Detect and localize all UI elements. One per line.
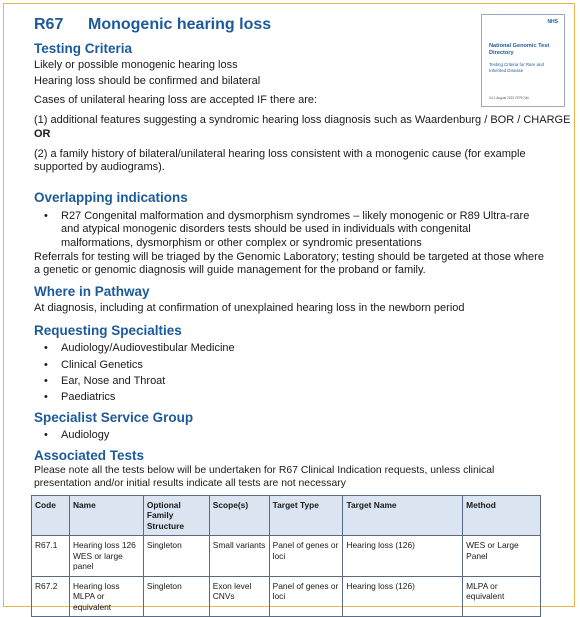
pathway-heading: Where in Pathway [34, 283, 150, 299]
table-cell: Panel of genes or loci [269, 536, 343, 577]
page-title [34, 14, 574, 40]
list-item: • Paediatrics [34, 389, 574, 405]
associated-tests-table [31, 495, 541, 617]
column-header: Optional Family Structure [143, 495, 209, 536]
criteria-line-1: Likely or possible monogenic hearing loss [34, 59, 238, 71]
table-cell: WES or Large Panel [463, 536, 541, 577]
criteria-item-1: (1) additional features suggesting a syndromic hearing loss diagnosis such as Waardenburg / BOR / CHARGE OR [34, 114, 571, 140]
column-header: Target Name [343, 495, 463, 536]
table-row [32, 576, 541, 617]
specialties-list [34, 340, 574, 405]
associated-tests-heading: Associated Tests [34, 447, 145, 463]
table-cell: Small variants [209, 536, 269, 577]
cover-subtitle: Testing Criteria for Rare and Inherited Disease [489, 62, 544, 73]
table-cell: Hearing loss 126 WES or large panel [69, 536, 143, 577]
table-cell: Exon level CNVs [209, 576, 269, 617]
cover-version: V4.1 August 2022 OFFICIAL [489, 96, 530, 100]
nhs-logo: NHS [547, 19, 558, 25]
indication-code: R67 [34, 16, 64, 33]
column-header: Scope(s) [209, 495, 269, 536]
testing-criteria-heading: Testing Criteria [34, 41, 133, 56]
column-header: Name [69, 495, 143, 536]
overlapping-list [34, 210, 544, 251]
specialties-heading: Requesting Specialties [34, 323, 182, 339]
tests-note: Please note all the tests below will be undertaken for R67 Clinical Indication requests, unless clinical presentation and/or initial results indicate all tests are not necessary [34, 464, 495, 489]
criteria-item-2: (2) a family history of bilateral/unilateral hearing loss consistent with a monogenic cause (for example supported by audiograms). [34, 147, 526, 174]
service-group-list [34, 427, 574, 443]
table-cell: MLPA or equivalent [463, 576, 541, 617]
list-item: • Clinical Genetics [34, 357, 574, 373]
document-body [34, 14, 574, 617]
column-header: Method [463, 495, 541, 536]
criteria-line-2: Hearing loss should be confirmed and bilateral [34, 75, 261, 88]
table-row [32, 536, 541, 577]
table-cell: Singleton [143, 576, 209, 617]
table-cell: Hearing loss (126) [343, 536, 463, 577]
table-cell: Singleton [143, 536, 209, 577]
list-item: • Audiology [34, 427, 574, 443]
column-header: Target Type [269, 495, 343, 536]
overlapping-bullet: • R27 Congenital malformation and dysmorphism syndromes – likely monogenic or R89 Ultra-rare and atypical monogenic disorders tests should be used in individuals with congenital malformations, dysmorphism or other complex or syndromic presentations [34, 210, 544, 251]
table-cell: Hearing loss (126) [343, 576, 463, 617]
referral-text: Referrals for testing will be triaged by the Genomic Laboratory; testing should be targeted at those where a genetic or genomic diagnosis will guide management for the proband or family. [34, 250, 544, 277]
table-header-row [32, 495, 541, 536]
cover-title: National Genomic Test Directory [489, 43, 550, 56]
table-cell: Panel of genes or loci [269, 576, 343, 617]
table-cell: Hearing loss MLPA or equivalent [69, 576, 143, 617]
list-item: • Ear, Nose and Throat [34, 373, 574, 389]
indication-title: Monogenic hearing loss [88, 16, 272, 33]
table-cell: R67.2 [32, 576, 70, 617]
pathway-text: At diagnosis, including at confirmation of unexplained hearing loss in the newborn period [34, 301, 465, 314]
overlapping-heading: Overlapping indications [34, 189, 188, 205]
column-header: Code [32, 495, 70, 536]
list-item: • Audiology/Audiovestibular Medicine [34, 340, 574, 356]
service-group-heading: Specialist Service Group [34, 409, 194, 425]
criteria-line-3: Cases of unilateral hearing loss are accepted IF there are: [34, 93, 318, 106]
table-cell: R67.1 [32, 536, 70, 577]
